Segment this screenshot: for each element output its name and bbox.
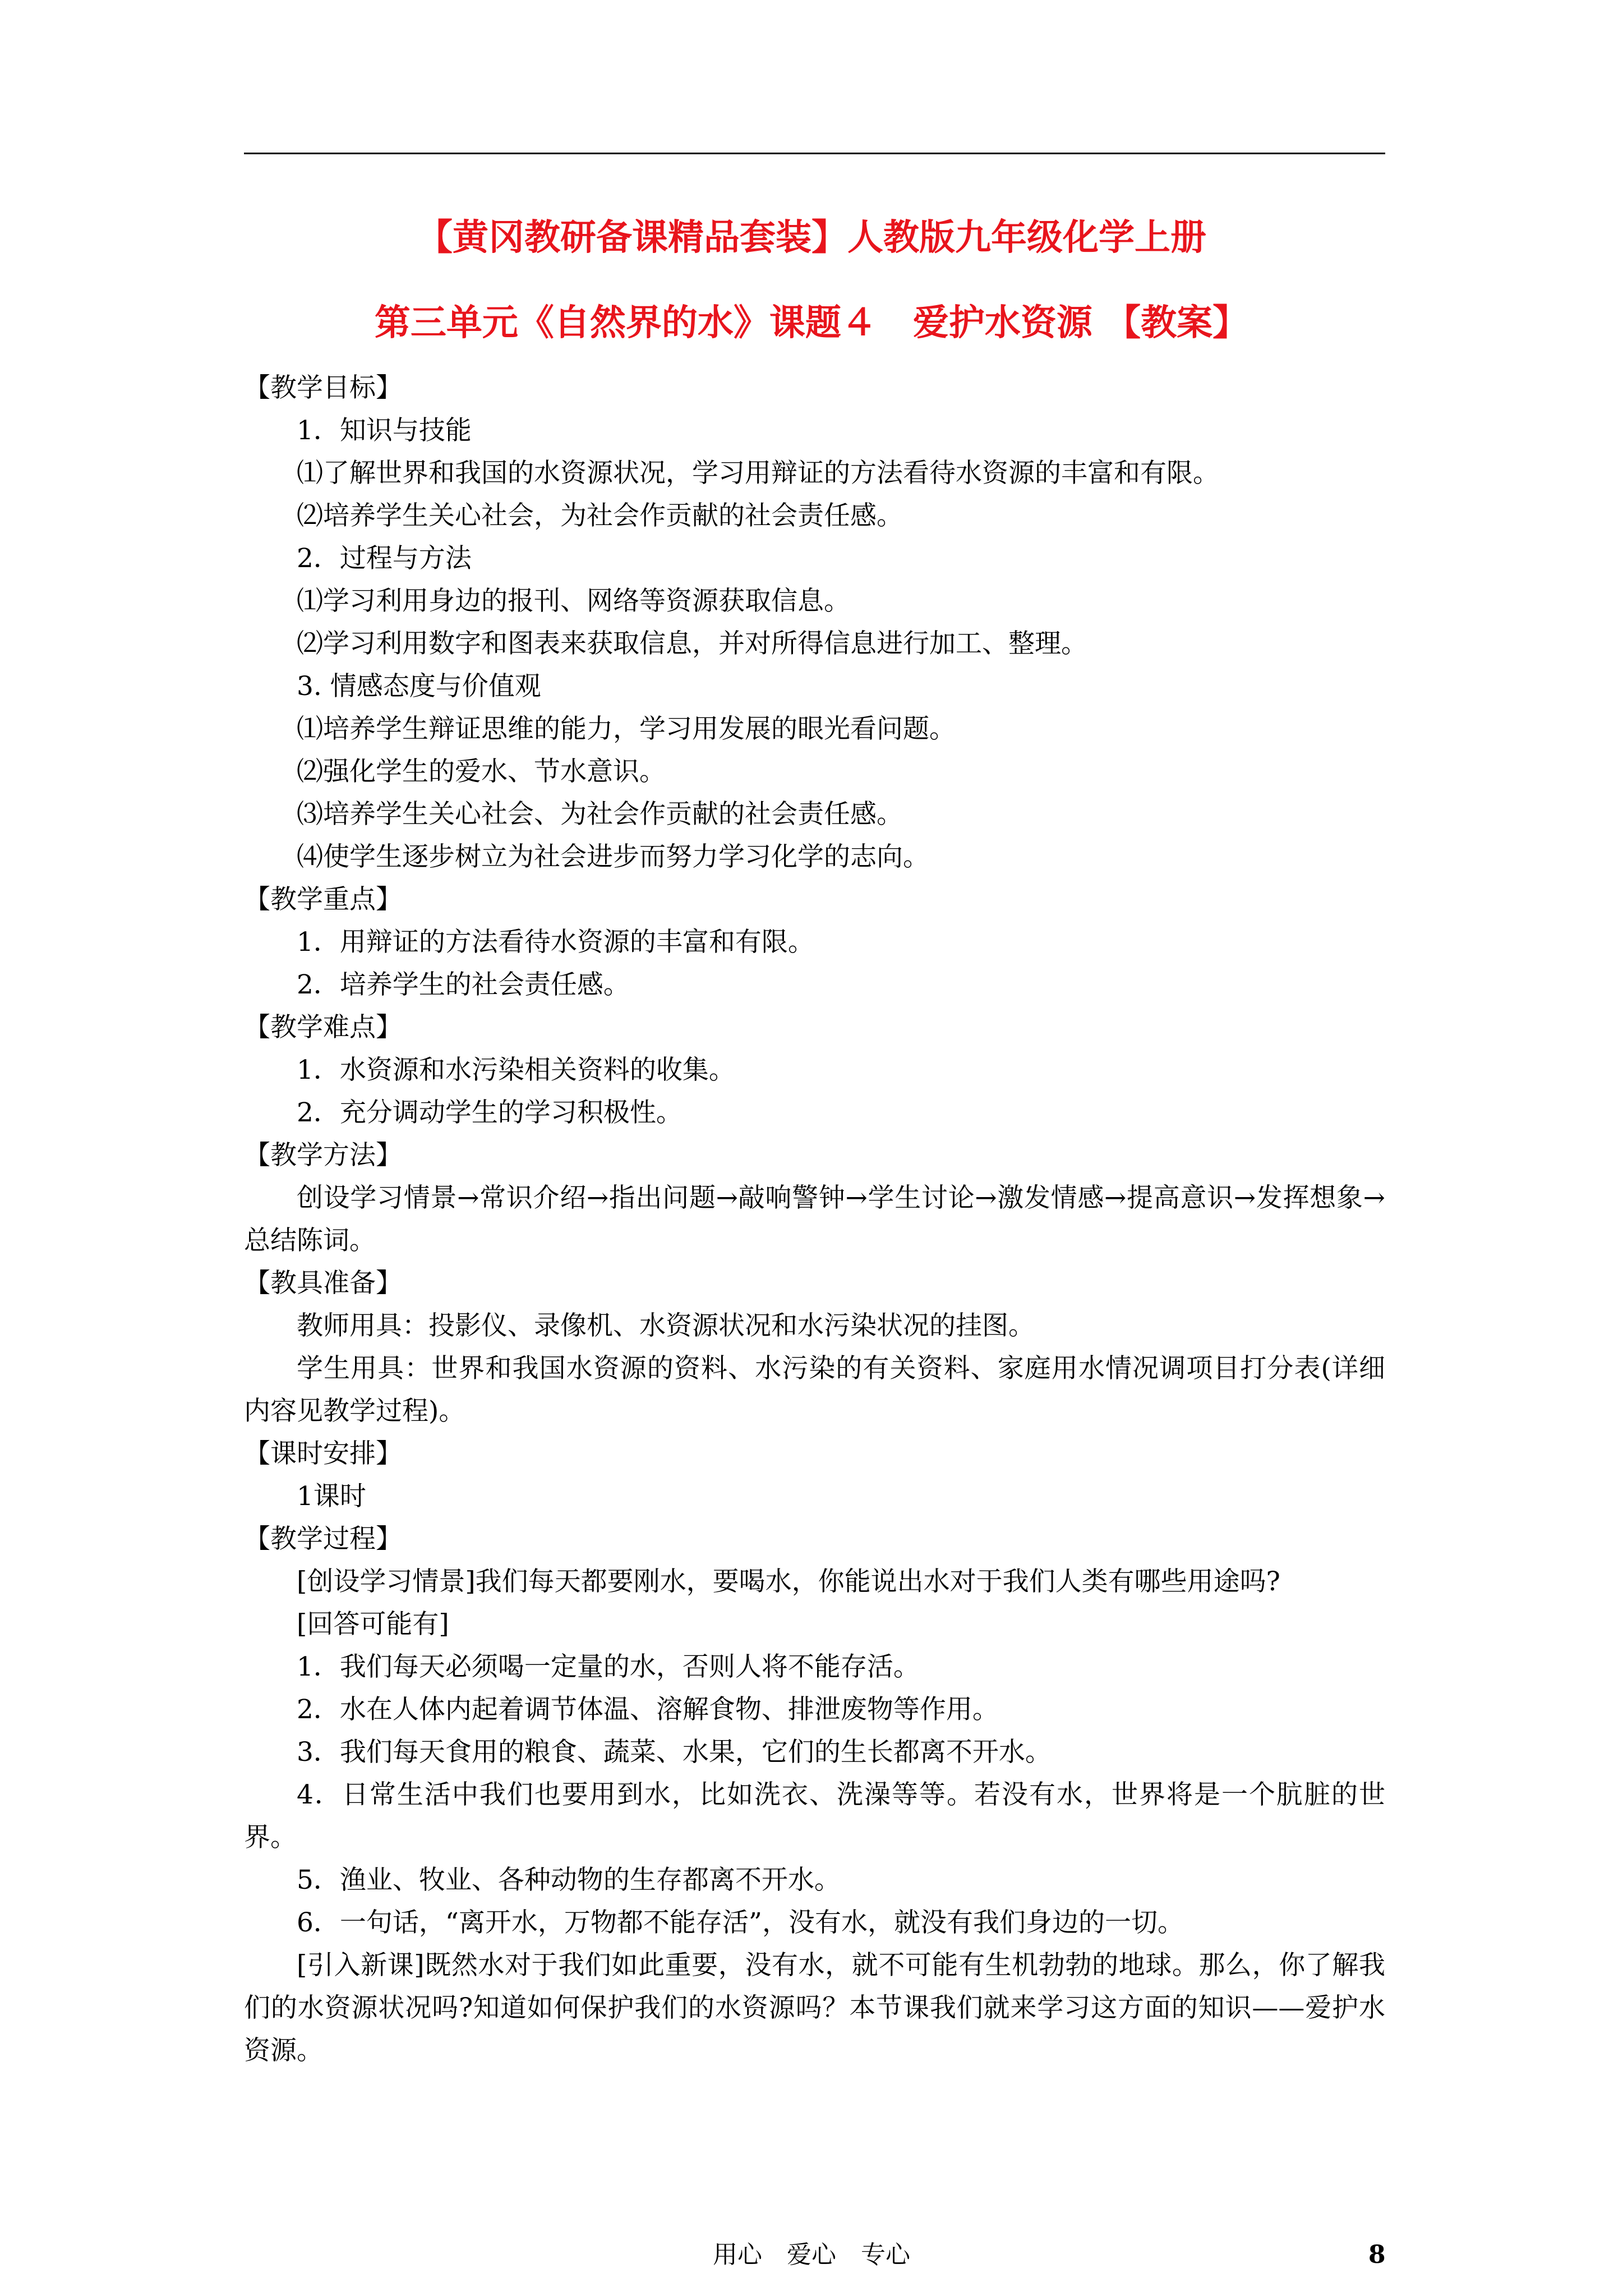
body-paragraph: [引入新课]既然水对于我们如此重要，没有水，就不可能有生机勃勃的地球。那么，你了解我们的水资源状况吗?知道如何保护我们的水资源吗？本节课我们就来学习这方面的知识——爱护水资源。: [244, 1950, 1385, 2066]
body-paragraph: ⑵培养学生关心社会，为社会作贡献的社会责任感。: [297, 500, 903, 531]
section-heading: 【教学重点】: [244, 884, 402, 915]
body-paragraph: ⑶培养学生关心社会、为社会作贡献的社会责任感。: [297, 799, 903, 830]
body-paragraph: ⑵学习利用数字和图表来获取信息，并对所得信息进行加工、整理。: [297, 628, 1087, 659]
body-paragraph: 1．知识与技能: [297, 415, 472, 446]
body-paragraph: 1课时: [297, 1481, 366, 1512]
body-paragraph: 2．培养学生的社会责任感。: [297, 969, 630, 1000]
footer-motto: 用心 爱心 专心: [713, 2240, 910, 2269]
body-paragraph: [回答可能有]: [297, 1609, 449, 1640]
body-paragraph: ⑴学习利用身边的报刊、网络等资源获取信息。: [297, 586, 850, 616]
section-heading: 【教学难点】: [244, 1012, 402, 1043]
body-paragraph: 3．我们每天食用的粮食、蔬菜、水果，它们的生长都离不开水。: [297, 1737, 1052, 1768]
body-paragraph: 教师用具：投影仪、录像机、水资源状况和水污染状况的挂图。: [297, 1310, 1035, 1341]
body-paragraph: 创设学习情景→常识介绍→指出问题→敲响警钟→学生讨论→激发情感→提高意识→发挥想象→总结陈词。: [244, 1182, 1385, 1256]
body-paragraph: 2．过程与方法: [297, 543, 472, 574]
page-number: 8: [1368, 2240, 1386, 2269]
body-paragraph: 5．渔业、牧业、各种动物的生存都离不开水。: [297, 1865, 841, 1895]
body-paragraph: 学生用具：世界和我国水资源的资料、水污染的有关资料、家庭用水情况调项目打分表(详细内容见教学过程)。: [244, 1353, 1385, 1427]
body-paragraph: [创设学习情景]我们每天都要刚水，要喝水，你能说出水对于我们人类有哪些用途吗?: [297, 1566, 1280, 1597]
body-paragraph: 1．我们每天必须喝一定量的水，否则人将不能存活。: [297, 1651, 920, 1682]
body-paragraph: ⑴培养学生辩证思维的能力，学习用发展的眼光看问题。: [297, 714, 956, 744]
document-subtitle: 第三单元《自然界的水》课题４ 爱护水资源 【教案】: [374, 302, 1249, 344]
section-heading: 【课时安排】: [244, 1438, 402, 1469]
section-heading: 【教学方法】: [244, 1140, 402, 1171]
document-title: 【黄冈教研备课精品套装】人教版九年级化学上册: [417, 217, 1206, 259]
body-paragraph: 1．用辩证的方法看待水资源的丰富和有限。: [297, 927, 814, 958]
body-paragraph: 2．充分调动学生的学习积极性。: [297, 1097, 683, 1128]
body-paragraph: ⑷使学生逐步树立为社会进步而努力学习化学的志向。: [297, 841, 929, 872]
body-paragraph: ⑴了解世界和我国的水资源状况，学习用辩证的方法看待水资源的丰富和有限。: [297, 458, 1219, 489]
body-paragraph: 4．日常生活中我们也要用到水，比如洗衣、洗澡等等。若没有水，世界将是一个肮脏的世界。: [244, 1779, 1385, 1853]
body-paragraph: 3. 情感态度与价值观: [297, 671, 541, 702]
section-heading: 【教具准备】: [244, 1268, 402, 1299]
section-heading: 【教学目标】: [244, 372, 402, 403]
lesson-plan-body: [244, 367, 1385, 2072]
section-heading: 【教学过程】: [244, 1524, 402, 1554]
body-paragraph: 6．一句话，“离开水，万物都不能存活”，没有水，就没有我们身边的一切。: [297, 1907, 1184, 1938]
body-paragraph: ⑵强化学生的爱水、节水意识。: [297, 756, 666, 787]
header-rule: [244, 153, 1385, 154]
body-paragraph: 2．水在人体内起着调节体温、溶解食物、排泄废物等作用。: [297, 1694, 999, 1725]
body-paragraph: 1．水资源和水污染相关资料的收集。: [297, 1055, 735, 1085]
